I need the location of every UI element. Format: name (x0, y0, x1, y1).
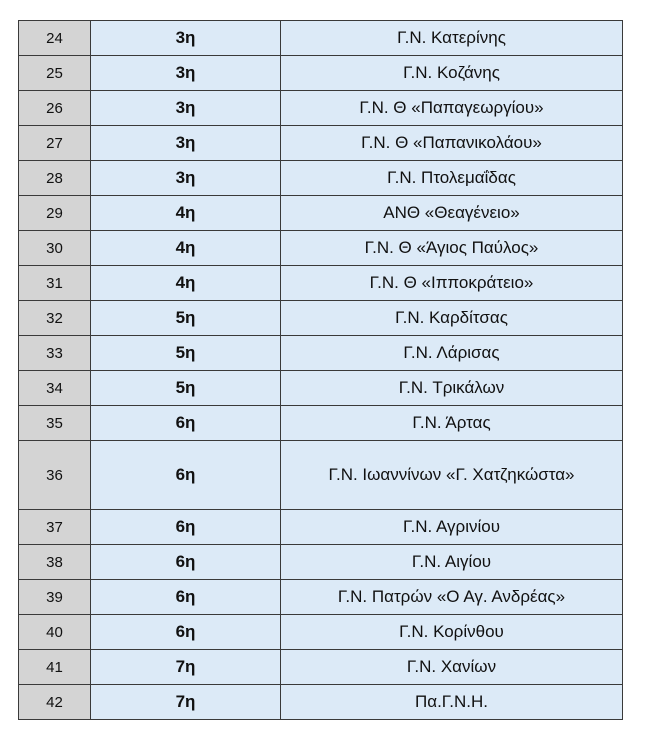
hospital-name: Γ.Ν. Θ «Ιπποκράτειο» (281, 266, 623, 301)
hospital-name: Γ.Ν. Θ «Άγιος Παύλος» (281, 231, 623, 266)
table-row (19, 301, 623, 336)
table-row (19, 196, 623, 231)
table-row (19, 56, 623, 91)
hospital-name: Γ.Ν. Καρδίτσας (281, 301, 623, 336)
row-number: 28 (19, 161, 91, 196)
hospital-name: Γ.Ν. Λάρισας (281, 336, 623, 371)
hospital-name: Γ.Ν. Τρικάλων (281, 371, 623, 406)
row-number: 42 (19, 685, 91, 720)
hospital-name: Γ.Ν. Πτολεμαΐδας (281, 161, 623, 196)
row-number: 33 (19, 336, 91, 371)
row-number: 31 (19, 266, 91, 301)
table-row (19, 126, 623, 161)
table-row (19, 650, 623, 685)
hospital-name: Γ.Ν. Ιωαννίνων «Γ. Χατζηκώστα» (281, 441, 623, 510)
health-region: 3η (91, 126, 281, 161)
row-number: 32 (19, 301, 91, 336)
row-number: 41 (19, 650, 91, 685)
hospital-name: Γ.Ν. Κατερίνης (281, 21, 623, 56)
health-region: 5η (91, 301, 281, 336)
row-number: 36 (19, 441, 91, 510)
health-region: 7η (91, 685, 281, 720)
table-row (19, 21, 623, 56)
health-region: 7η (91, 650, 281, 685)
row-number: 26 (19, 91, 91, 126)
health-region: 3η (91, 91, 281, 126)
hospital-table (18, 20, 623, 720)
row-number: 35 (19, 406, 91, 441)
health-region: 4η (91, 266, 281, 301)
table-row (19, 510, 623, 545)
row-number: 39 (19, 580, 91, 615)
health-region: 5η (91, 336, 281, 371)
table-row (19, 580, 623, 615)
table-row (19, 336, 623, 371)
health-region: 6η (91, 615, 281, 650)
hospital-name: Πα.Γ.Ν.Η. (281, 685, 623, 720)
health-region: 6η (91, 406, 281, 441)
hospital-name: Γ.Ν. Κοζάνης (281, 56, 623, 91)
row-number: 40 (19, 615, 91, 650)
row-number: 34 (19, 371, 91, 406)
hospital-name: Γ.Ν. Αγρινίου (281, 510, 623, 545)
row-number: 29 (19, 196, 91, 231)
table-row (19, 371, 623, 406)
row-number: 38 (19, 545, 91, 580)
hospital-name: Γ.Ν. Χανίων (281, 650, 623, 685)
table-row (19, 406, 623, 441)
table-row (19, 161, 623, 196)
hospital-name: Γ.Ν. Πατρών «Ο Αγ. Ανδρέας» (281, 580, 623, 615)
health-region: 3η (91, 161, 281, 196)
hospital-table-body (19, 21, 623, 720)
table-row (19, 685, 623, 720)
hospital-name: Γ.Ν. Θ «Παπαγεωργίου» (281, 91, 623, 126)
row-number: 37 (19, 510, 91, 545)
health-region: 4η (91, 231, 281, 266)
table-row (19, 545, 623, 580)
hospital-name: Γ.Ν. Θ «Παπανικολάου» (281, 126, 623, 161)
table-row (19, 266, 623, 301)
table-row (19, 441, 623, 510)
health-region: 6η (91, 441, 281, 510)
health-region: 3η (91, 21, 281, 56)
row-number: 27 (19, 126, 91, 161)
table-row (19, 615, 623, 650)
health-region: 6η (91, 545, 281, 580)
hospital-name: Γ.Ν. Κορίνθου (281, 615, 623, 650)
health-region: 3η (91, 56, 281, 91)
table-row (19, 231, 623, 266)
health-region: 6η (91, 510, 281, 545)
row-number: 25 (19, 56, 91, 91)
row-number: 30 (19, 231, 91, 266)
health-region: 5η (91, 371, 281, 406)
table-row (19, 91, 623, 126)
hospital-name: Γ.Ν. Αιγίου (281, 545, 623, 580)
health-region: 4η (91, 196, 281, 231)
hospital-name: Γ.Ν. Άρτας (281, 406, 623, 441)
row-number: 24 (19, 21, 91, 56)
hospital-name: ΑΝΘ «Θεαγένειο» (281, 196, 623, 231)
health-region: 6η (91, 580, 281, 615)
